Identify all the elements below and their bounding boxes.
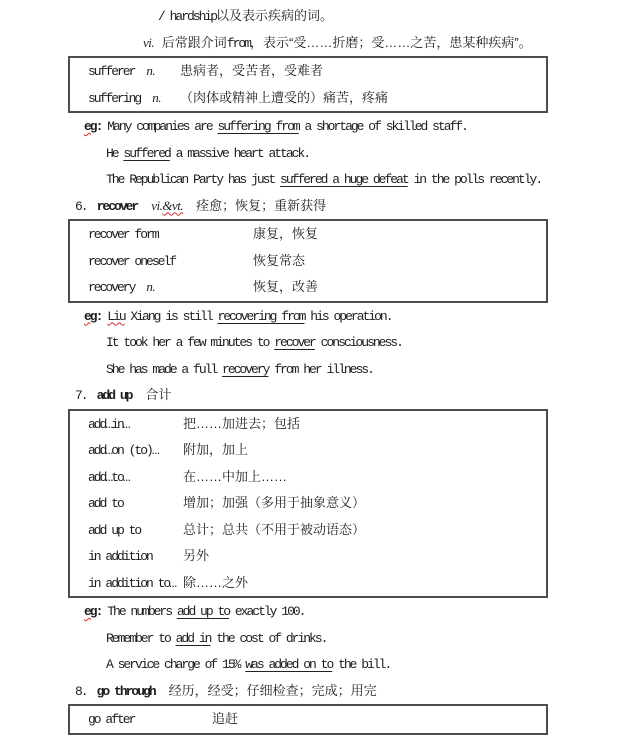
intro-chinese: 后常跟介词	[158, 34, 227, 50]
misspelled-word: Liu	[107, 308, 125, 324]
translation: 在……中加上……	[183, 468, 288, 484]
vocab-box-add	[68, 409, 548, 599]
vocab-box-recover	[68, 219, 548, 303]
example-sentence	[0, 651, 640, 678]
eg-colon: :	[95, 119, 108, 134]
term-text: in addition	[88, 549, 152, 564]
entry-term: recover	[96, 198, 138, 214]
intro-english: / hardship	[158, 9, 217, 24]
translation: 把……加进去；包括	[183, 415, 301, 431]
entry-term: go through	[96, 683, 155, 699]
translation: 康复，恢复	[253, 226, 319, 241]
vocab-row	[88, 437, 540, 464]
example-sentence	[0, 329, 640, 356]
underlined-phrase: suffered a huge defeat	[280, 172, 408, 187]
vocab-row	[88, 517, 540, 544]
part-of-speech: n.	[146, 279, 156, 294]
eg-colon: :	[95, 308, 108, 324]
entry-number: 7.	[75, 388, 87, 403]
underlined-phrase: was added on to	[245, 657, 333, 672]
vocab-row	[88, 543, 540, 570]
vocab-term	[88, 464, 183, 491]
intro-chinese: 以及表示疾病的词。	[216, 8, 334, 23]
underlined-phrase: recovering from	[217, 308, 305, 324]
vocab-row	[88, 58, 540, 85]
sentence-text: consciousness.	[314, 335, 402, 350]
vocab-term	[88, 570, 183, 597]
sentence-text: his operation.	[304, 308, 392, 324]
vocab-term	[88, 274, 253, 301]
example-sentence	[0, 303, 640, 330]
example-sentence	[0, 113, 640, 140]
vocab-term	[88, 85, 180, 112]
underlined-phrase: suffered	[123, 145, 170, 161]
sentence-text: in the polls recently.	[407, 172, 542, 187]
entry-heading-6	[0, 193, 640, 220]
eg-label: eg	[84, 119, 96, 134]
part-of-speech: n.	[152, 89, 161, 105]
entry-translation: 合计	[145, 387, 172, 402]
translation: 另外	[183, 548, 210, 563]
part-of-speech: vi.	[151, 197, 163, 213]
part-of-speech: vi.	[143, 34, 155, 50]
part-of-speech: n.	[146, 63, 156, 78]
intro-english: from	[226, 35, 250, 51]
vocab-term	[88, 437, 183, 464]
eg-colon: :	[95, 604, 108, 619]
vocab-box-sufferer	[68, 56, 548, 113]
example-sentence	[0, 166, 640, 193]
translation: 恢复，改善	[253, 279, 319, 294]
term-text: recovery	[88, 280, 135, 295]
vocab-term	[88, 58, 180, 85]
underlined-phrase: recovery	[222, 361, 269, 377]
entry-term: add up	[96, 388, 132, 403]
term-text: recover form	[88, 227, 158, 242]
entry-number: 6.	[75, 198, 87, 214]
vocab-term	[88, 490, 183, 517]
underlined-phrase: add in	[175, 630, 211, 646]
intro-chinese: ，表示“受……折磨；受……之苦，患某种疾病”。	[249, 34, 532, 50]
sentence-text: A service charge of 15%	[106, 657, 246, 672]
term-text: add…on (to)…	[88, 443, 158, 458]
example-sentence	[0, 356, 640, 383]
translation: 患病者，受苦者，受难者	[180, 63, 324, 78]
vocab-row	[88, 248, 540, 275]
vocab-term	[88, 543, 183, 570]
intro-line-2	[0, 30, 640, 57]
underlined-phrase: recover	[274, 335, 315, 350]
sentence-text: She has made a full	[106, 361, 223, 377]
vocab-box-go	[68, 704, 548, 735]
example-group-recover	[0, 303, 640, 383]
sentence-text: The numbers	[107, 604, 177, 619]
entry-translation: 痊愈；恢复；重新获得	[196, 197, 327, 213]
sentence-text: a shortage of skilled staff.	[298, 119, 467, 134]
translation: 总计；总共（不用于被动语态）	[183, 521, 366, 537]
entry-heading-7	[0, 382, 640, 409]
vocab-term	[88, 411, 183, 438]
vocab-term	[88, 706, 212, 733]
vocab-row	[88, 706, 540, 733]
term-text: suffering	[88, 90, 141, 106]
vocab-row	[88, 411, 540, 438]
term-text: sufferer	[88, 64, 135, 79]
sentence-text: The Republican Party has just	[106, 172, 281, 187]
vocab-term	[88, 221, 253, 248]
example-sentence	[0, 140, 640, 167]
sentence-text: the cost of drinks.	[210, 630, 327, 646]
sentence-text: exactly 100.	[229, 604, 305, 619]
entry-number: 8.	[75, 683, 87, 699]
intro-line-1	[0, 3, 640, 30]
underlined-phrase: suffering from	[217, 119, 299, 134]
term-text: recover oneself	[88, 253, 176, 269]
sentence-text: the bill.	[332, 657, 391, 672]
translation: （肉体或精神上遭受的）痛苦，疼痛	[180, 89, 389, 105]
vocab-row	[88, 570, 540, 597]
term-text: add up to	[88, 522, 141, 538]
vocab-row	[88, 85, 540, 112]
term-text: add…to…	[88, 469, 129, 485]
sentence-text: Many companies are	[107, 119, 218, 134]
underlined-phrase: add up to	[176, 604, 230, 619]
vocab-row	[88, 464, 540, 491]
term-text: add…in…	[88, 416, 129, 432]
example-sentence	[0, 598, 640, 625]
sentence-text: Xiang is still	[124, 308, 218, 324]
vocab-row	[88, 274, 540, 301]
sentence-text: It took her a few minutes to	[106, 335, 275, 350]
sentence-text: Remember to	[106, 630, 176, 646]
vocab-row	[88, 490, 540, 517]
entry-translation: 经历，经受；仔细检查；完成；用完	[168, 682, 377, 698]
example-group-suffer	[0, 113, 640, 193]
translation: 增加；加强（多用于抽象意义）	[183, 495, 366, 510]
eg-label: eg	[84, 308, 96, 324]
part-of-speech: &vt.	[162, 197, 184, 213]
example-group-add	[0, 598, 640, 678]
translation: 除……之外	[183, 574, 249, 590]
eg-label: eg	[84, 604, 96, 619]
entry-heading-8	[0, 678, 640, 705]
translation: 追赶	[212, 711, 239, 726]
sentence-text: a massive heart attack.	[169, 145, 310, 161]
vocab-term	[88, 517, 183, 544]
term-text: go after	[88, 712, 135, 727]
sentence-text: He	[106, 145, 124, 161]
vocab-term	[88, 248, 253, 275]
example-sentence	[0, 625, 640, 652]
translation: 恢复常态	[253, 252, 306, 268]
sentence-text: from her illness.	[268, 361, 373, 377]
term-text: add to	[88, 496, 123, 511]
translation: 附加，加上	[183, 442, 249, 457]
term-text: in addition to…	[88, 575, 176, 591]
vocab-row	[88, 221, 540, 248]
